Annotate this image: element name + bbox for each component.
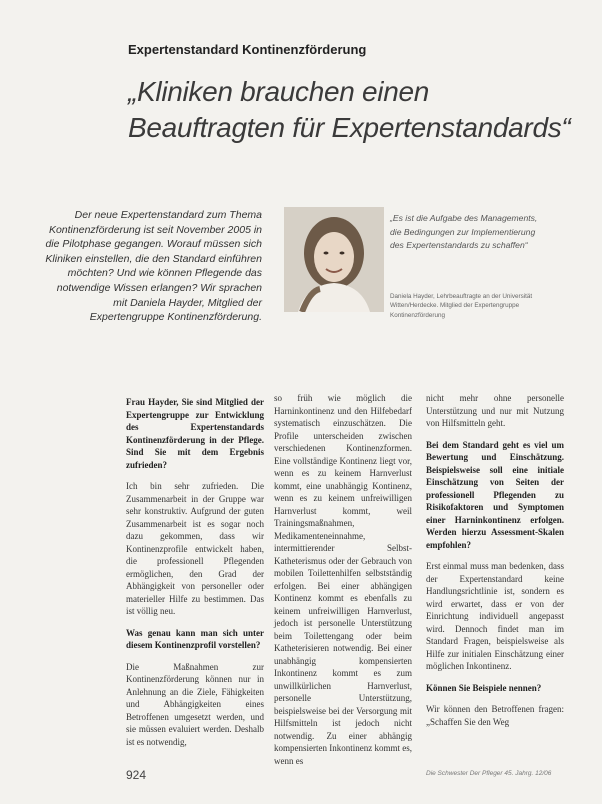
intro-text: Der neue Expertenstandard zum Thema Kontinenzförderung ist seit November 2005 in die Pilotphase gegangen. Worauf müssen sich Kliniken einstellen, die den Standard einführen möchten? Und wie können Pflegende das notwendige Wissen erlangen? Wir sprachen mit Daniela Hayder, Mitglied der Expertengruppe Kontinenzförderung.: [45, 209, 262, 324]
portrait-icon: [284, 207, 384, 312]
pull-quote: „Es ist die Aufgabe des Managements, die Bedingungen zur Implementierung des Expertenstandards zu schaffen“: [390, 213, 538, 251]
interview-answer: so früh wie möglich die Harninkontinenz und den Hilfebedarf systematisch einzuschätzen. Die Profile unterscheiden zwischen verschiedenen Kontinenzformen. Eine vollständige Kontinenz liegt vor, wenn es zu keinem Harnverlust kommt, eine unabhängig Kontinenz, wenn es zu keinem unfreiwilligen Harnverlust kommt, weil Trainingsmaßnahmen, Medikamenteneinnahme, intermittierender Selbst-Katheterismus oder der Gebrauch von mobilen Toilettenhilfen selbstständig erfolgen. Bei einer abhängigen Kontinenz kommt es ebenfalls zu keinem unfreiwilligen Harnverlust, jedoch ist personelle Unterstützung beim Toilettengang oder beim Katheterisieren notwendig. Bei einer unabhängig kompensierten Inkontinenz kommt es zum unwillkürlichen Harnverlust, personelle Unterstützung, beispielsweise bei der Versorgung mit Hilfsmitteln ist jedoch nicht notwendig. Zu einer abhängig kompensierten Inkontinenz kommt es, wenn es: [274, 393, 412, 766]
interview-answer: Ich bin sehr zufrieden. Die Zusammenarbeit in der Gruppe war sehr konstruktiv. Aufgrund der guten Zusammenarbeit ist es sogar noch dazu gekommen, dass wir Kontinenzprofile entwickelt haben, die professionell Pflegenden ermöglichen, den Grad der Abhängigkeit von personeller oder materieller Hilfe zu bestimmen. Das ist völlig neu.: [126, 481, 264, 616]
text-column-2: [274, 392, 412, 776]
portrait-photo: [284, 207, 384, 312]
interview-answer: Wir können den Betroffenen fragen: „Schaffen Sie den Weg: [426, 704, 564, 727]
page-number: 924: [126, 768, 147, 782]
interview-question: Können Sie Beispiele nennen?: [426, 682, 542, 693]
interview-question: Bei dem Standard geht es viel um Bewertung und Einschätzung. Beispielsweise soll eine initiale Einschätzung von Seiten der professionell Pflegenden zu Risikofaktoren und Symptomen einer Harninkontinenz erfolgen. Werden hierzu Assessment-Skalen empfohlen?: [426, 439, 564, 550]
interview-question: Was genau kann man sich unter diesem Kontinenzprofil vorstellen?: [126, 627, 264, 650]
headline: „Kliniken brauchen einen Beauftragten für Expertenstandards“: [128, 76, 571, 143]
interview-answer: Erst einmal muss man bedenken, dass der Expertenstandard keine Handlungsrichtlinie ist, sondern es wird erwartet, dass er von der Einrichtung individuell angepasst wird. Dennoch findet man im Standard Fragen, beispielsweise als Hilfe zur initialen Einschätzung einer möglichen Inkontinenz.: [426, 561, 564, 671]
photo-caption: Daniela Hayder, Lehrbeauftragte an der Universität Witten/Herdecke. Mitglied der Expertengruppe Kontinenzförderung: [390, 293, 533, 319]
text-column-3: [426, 392, 564, 737]
kicker: Expertenstandard Kontinenzförderung: [128, 42, 367, 57]
text-column-1: [126, 396, 264, 757]
interview-question: Frau Hayder, Sie sind Mitglied der Expertengruppe zur Entwicklung des Expertenstandards Kontinenzförderung in der Pflege. Sind Sie mit dem Ergebnis zufrieden?: [126, 397, 264, 470]
footer-journal: Die Schwester Der Pfleger 45. Jahrg. 12/06: [426, 770, 552, 777]
interview-answer: Die Maßnahmen zur Kontinenzförderung können nur in Anlehnung an die Ziele, Fähigkeiten und Abhängigkeiten eines Betroffenen umgesetzt werden, und sie müssen evaluiert werden. Deshalb ist es notwendig,: [126, 661, 264, 747]
interview-answer: nicht mehr ohne personelle Unterstützung und nur mit Nutzung von Hilfsmitteln geht.: [426, 393, 564, 428]
